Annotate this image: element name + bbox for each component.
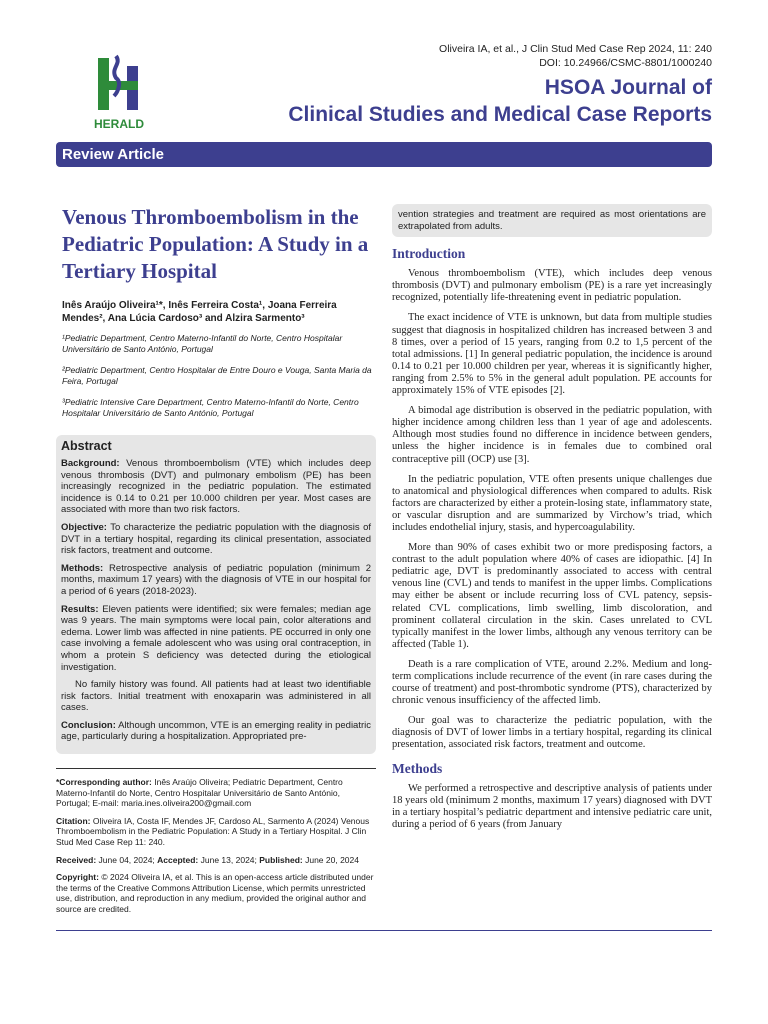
published-date: June 20, 2024 <box>305 854 359 865</box>
citation-text: Oliveira IA, et al., J Clin Stud Med Case Rep 2024, 11: 240 <box>439 43 712 55</box>
corresponding-text: Inês Araújo Oliveira; Pediatric Department, Centro Materno-Infantil do Norte, Centro Hospitalar Universitário de Santo António, Portugal; E-mail: maria.ines.oliveira200@gmail.com <box>56 777 343 809</box>
introduction-heading: Introduction <box>392 246 466 262</box>
intro-paragraph: Death is a rare complication of VTE, around 2.2%. Medium and long-term complications include recurrence of the event (in rare cases during the course of treatment) and post-thrombotic syndrome (PTS), characterized by chronic venous insufficiency of the affected limb. <box>392 658 712 707</box>
journal-title <box>288 76 712 130</box>
footnotes <box>56 768 376 915</box>
intro-paragraph: A bimodal age distribution is observed in the pediatric population, with higher incidence among children less than 1 year of age and adolescents. Although most studies found no difference in incidence between genders, unless the higher incidence is in females due to combined oral contraceptive pill (OCP) use [3]. <box>392 405 712 465</box>
intro-paragraph: Venous thromboembolism (VTE), which includes deep venous thrombosis (DVT) and pulmonary embolism (PE) is a rare yet increasingly recognized, potentially life-threatening event in pediatric population. <box>392 268 712 304</box>
conclusion-text: Although uncommon, VTE is an emerging reality in pediatric age, particularly during a hospitalization. Appropriated pre- <box>61 719 371 743</box>
results-text: Eleven patients were identified; six were females; median age was 9 years. The main symptoms were local pain, color alterations and edema. Lower limb was affected in nine patients. PE occurred in only one case involving a female adolescent who was using oral contraception, in whom a protein S deficiency was detected during the etiological investigation. <box>61 603 372 673</box>
intro-paragraph: Our goal was to characterize the pediatric population, with the diagnosis of DVT of lower limbs in a tertiary hospital, regarding its clinical presentation, associated risk factors, treatment and outcome. <box>392 715 712 751</box>
article-type-banner <box>56 142 712 167</box>
herald-logo <box>86 52 152 134</box>
page-bottom-rule <box>56 930 712 931</box>
article-type-label: Review Article <box>62 146 164 163</box>
intro-paragraph: The exact incidence of VTE is unknown, but data from multiple studies suggest that diagnosis in hospitalized children has increased between 3 and 8 times, over a period of 15 years, ranging from 0.2 to 1,5 percent of the total admissions. [1] In general pediatric population, the incidence is around 0.14 to 0.21 per 10.000 children per year, whereas it is significantly higher, ranging from 2.5% to 5% in the general adult population. PE accounts for approximately 15% of VTE episodes [2]. <box>392 312 712 397</box>
right-column <box>392 204 712 839</box>
corresponding-label: *Corresponding author: <box>56 777 152 788</box>
abstract-continued-box: vention strategies and treatment are required as most orientations are extrapolated from adults. <box>392 204 712 237</box>
intro-paragraph: More than 90% of cases exhibit two or more predisposing factors, a contrast to the adult population where 40% of cases are idiopathic. [4] In pediatric age, DVT is predominantly associated to access with central venous line (CVL) and tends to manifest in the upper limbs. Complications may either be absent or include recurring loss of CVL patency, sepsis-related CVL complications, limb swelling, limb discoloration, and prominent collateral circulation in the skin. Cases unrelated to CVL typically manifest in the lower limbs, although any venous territory can be affected (Table 1). <box>392 542 712 650</box>
background-text: Venous thromboembolism (VTE) which includes deep venous thrombosis (DVT) and pulmonary embolism (PE) has been increasingly recognized in the pediatric population. The estimated incidence is 0.14 to 0.21 per 10.000 children per year. Most cases are associated with more than two risk factors. <box>61 458 371 516</box>
received-label: Received: <box>56 854 97 865</box>
abstract-results-continued: No family history was found. All patients had at least two identifiable risk factors. Initial treatment with enoxaparin was administered in all cases. <box>61 679 371 714</box>
left-column <box>56 204 376 922</box>
results-label: Results: <box>61 603 99 615</box>
abstract-results <box>61 604 371 674</box>
methods-heading: Methods <box>392 760 443 776</box>
background-label: Background: <box>61 458 120 469</box>
abstract-methods <box>61 563 371 598</box>
accepted-label: Accepted: <box>157 854 199 865</box>
footnote-rule <box>56 768 376 769</box>
objective-label: Objective: <box>61 521 107 533</box>
doi-text: DOI: 10.24966/CSMC-8801/1000240 <box>539 57 712 69</box>
logo-text: HERALD <box>94 117 144 131</box>
conclusion-label: Conclusion: <box>61 719 116 731</box>
intro-paragraph: In the pediatric population, VTE often presents unique challenges due to anatomical and physiological differences when compared to adults. Risk factors are characterized by either a protein-losing state, inflammatory state, or vascular disruption and are summarized by Virchow’s triad, which includes endothelial injury, stasis, and hypercoagulability. <box>392 473 712 533</box>
journal-title-line2: Clinical Studies and Medical Case Reports <box>288 103 712 126</box>
citation-note <box>56 816 376 848</box>
methods-text: Retrospective analysis of pediatric population (minimum 2 months, maximum 17 years) with the diagnosis of VTE in our hospital for a period of 6 years (2018-2023). <box>61 562 372 597</box>
corresponding-author <box>56 777 376 809</box>
copyright-text: © 2024 Oliveira IA, et al. This is an open-access article distributed under the terms of the Creative Commons Attribution License, which permits unrestricted use, distribution, and reproduction in any medium, provided the original author and source are credited. <box>56 872 374 914</box>
citation-note-text: Oliveira IA, Costa IF, Mendes JF, Cardoso AL, Sarmento A (2024) Venous Thromboembolism in the Pediatric Population: A Study in a Tertiary Hospital. J Clin Stud Med Case Rep 11: 240. <box>56 815 370 848</box>
abstract-box <box>56 435 376 754</box>
citation-label: Citation: <box>56 815 91 826</box>
copyright-note <box>56 872 376 914</box>
journal-title-line1: HSOA Journal of <box>544 76 712 99</box>
abstract-objective <box>61 522 371 557</box>
article-title: Venous Thromboembolism in the Pediatric Population: A Study in a Tertiary Hospital <box>62 205 369 283</box>
methods-label: Methods: <box>61 562 104 574</box>
objective-text: To characterize the pediatric population with the diagnosis of DVT in a tertiary hospital, regarding its clinical presentation, associated risk factors, treatment and outcome. <box>61 521 371 557</box>
abstract-heading: Abstract <box>61 439 112 453</box>
received-date: June 04, 2024; <box>98 854 155 865</box>
affiliation-3: ³Pediatric Intensive Care Department, Centro Materno-Infantil do Norte, Centro Hospitalar Universitário de Santo António, Portugal <box>62 397 359 418</box>
methods-paragraph: We performed a retrospective and descriptive analysis of patients under 18 years old (minimum 2 months, maximum 17 years) diagnosed with DVT in a tertiary hospital’s pediatric department and intensive pediatric care unit, during a period of 6 years (from January <box>392 782 712 830</box>
accepted-date: June 13, 2024; <box>200 854 257 865</box>
copyright-label: Copyright: <box>56 872 99 883</box>
published-label: Published: <box>259 854 303 865</box>
author-list: Inês Araújo Oliveira¹*, Inês Ferreira Costa¹, Joana Ferreira Mendes², Ana Lúcia Cardoso³ and Alzira Sarmento³ <box>62 300 337 324</box>
dates-note <box>56 855 376 866</box>
abstract-background <box>61 458 371 516</box>
affiliation-2: ²Pediatric Department, Centro Hospitalar de Entre Douro e Vouga, Santa Maria da Feira, Portugal <box>62 365 372 386</box>
affiliation-1: ¹Pediatric Department, Centro Materno-Infantil do Norte, Centro Hospitalar Universitário de Santo António, Portugal <box>62 333 343 354</box>
header-citation <box>439 42 712 70</box>
abstract-conclusion <box>61 720 371 743</box>
